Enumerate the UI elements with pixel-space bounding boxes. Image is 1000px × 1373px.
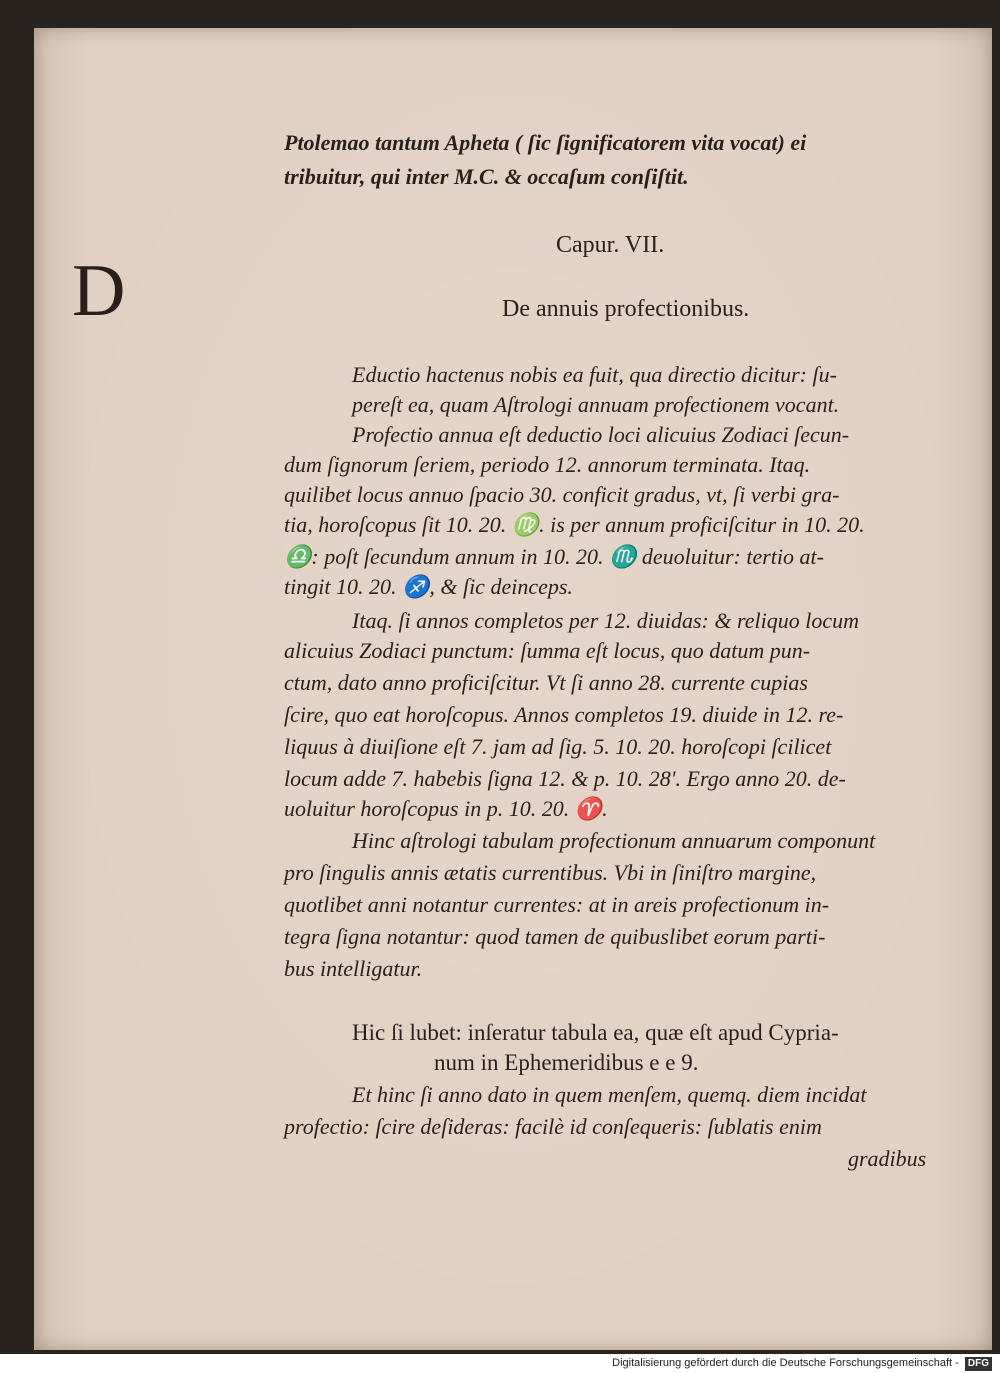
text-line: tribuitur, qui inter M.C. & occaſum conſiſtit. [284,164,689,189]
drop-capital: D [72,250,126,332]
dfg-logo: DFG [965,1357,992,1371]
text-line: tingit 10. 20. ♐, & ſic deinceps. [284,574,573,599]
text-line: Profectio annua eſt deductio loci alicuius Zodiaci ſecun- [352,422,850,447]
chapter-subtitle: De annuis profectionibus. [502,296,750,322]
text-line: Itaq. ſi annos completos per 12. diuidas: & reliquo locum [352,608,859,633]
text-line: Hic ſi lubet: inſeratur tabula ea, quæ eſt apud Cypria- [352,1020,839,1045]
catchword: gradibus [848,1146,927,1171]
text-line: Ptolemao tantum Apheta ( ſic ſignificatorem vita vocat) ei [284,130,807,155]
text-line: num in Ephemeridibus e e 9. [434,1050,699,1075]
text-line: tegra ſigna notantur: quod tamen de quibuslibet eorum parti- [284,924,826,949]
chapter-heading: Capur. VII. [556,232,665,258]
text-line: dum ſignorum ſeriem, periodo 12. annorum terminata. Itaq. [284,452,811,477]
text-line: Eductio hactenus nobis ea fuit, qua directio dicitur: ſu- [352,362,837,387]
text-line: alicuius Zodiaci punctum: ſumma eſt locus, quo datum pun- [284,638,811,663]
credit-text: Digitalisierung gefördert durch die Deutsche Forschungsgemeinschaft - [612,1357,959,1369]
text-line: bus intelligatur. [284,956,423,981]
text-line: ctum, dato anno proficiſcitur. Vt ſi anno 28. currente cupias [284,670,808,695]
text-line: Hinc aſtrologi tabulam profectionum annuarum componunt [352,828,876,853]
text-line: profectio: ſcire deſideras: facilè id conſequeris: ſublatis enim [284,1114,822,1139]
digitization-credit [612,1356,992,1371]
text-line: quotlibet anni notantur currentes: at in areis profectionum in- [284,892,830,917]
text-line: liquus à diuiſione eſt 7. jam ad ſig. 5. 10. 20. horoſcopi ſcilicet [284,734,832,759]
text-line: quilibet locus annuo ſpacio 30. conficit gradus, vt, ſi verbi gra- [284,482,840,507]
text-line: ſcire, quo eat horoſcopus. Annos completos 19. diuide in 12. re- [284,702,844,727]
text-line: uoluitur horoſcopus in p. 10. 20. ♈. [284,796,608,821]
text-line: pereſt ea, quam Aſtrologi annuam profectionem vocant. [352,392,840,417]
text-line: tia, horoſcopus ſit 10. 20. ♍. is per annum proficiſcitur in 10. 20. [284,512,865,537]
text-line: locum adde 7. habebis ſigna 12. & p. 10. 28'. Ergo anno 20. de- [284,766,846,791]
text-line: Et hinc ſi anno dato in quem menſem, quemq. diem incidat [352,1082,867,1107]
text-line: ♎: poſt ſecundum annum in 10. 20. ♏ deuoluitur: tertio at- [284,544,824,569]
text-line: pro ſingulis annis ætatis currentibus. Vbi in ſiniſtro margine, [284,860,817,885]
